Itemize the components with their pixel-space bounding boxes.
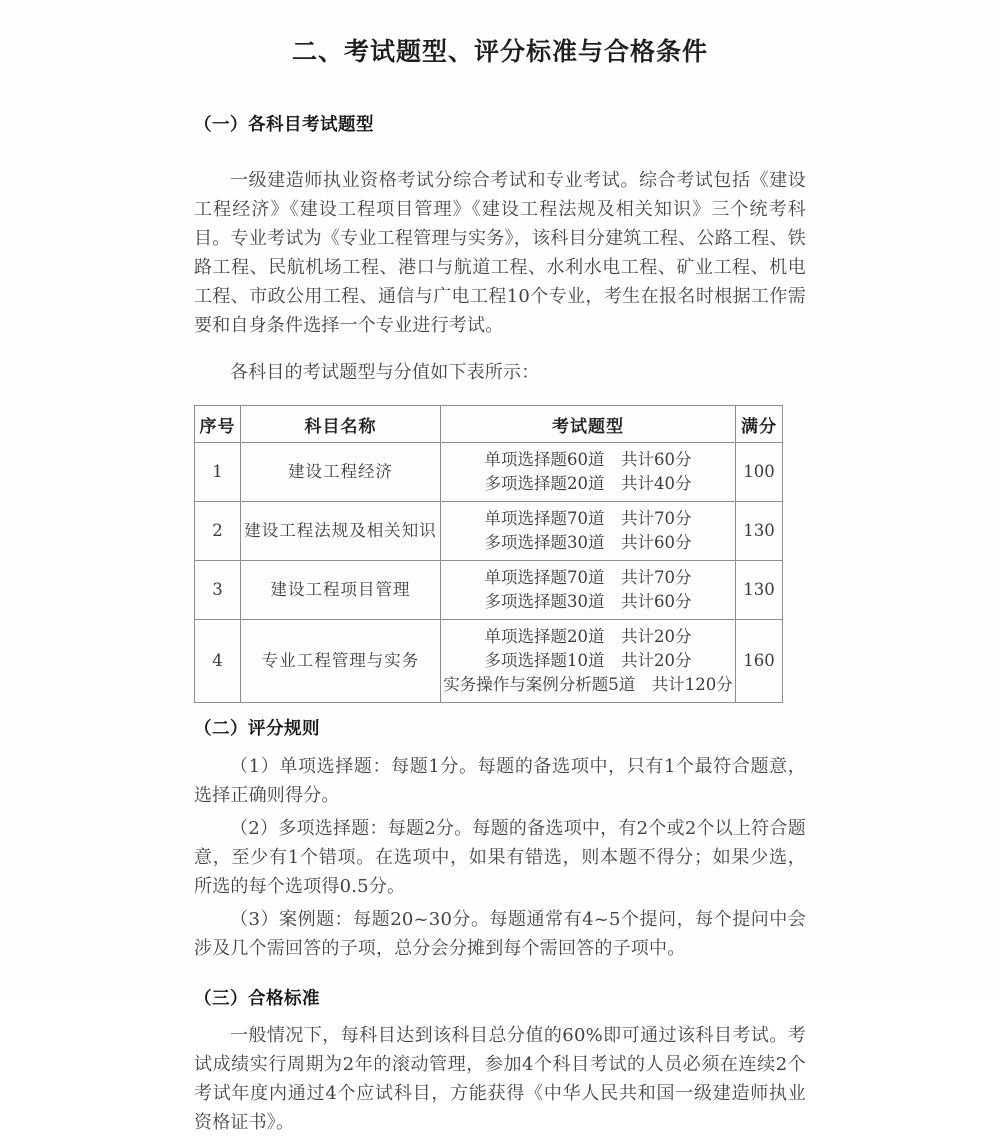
section-one-paragraph-2: 各科目的考试题型与分值如下表所示： [230,362,540,383]
scoring-rule-item-3: （3）案例题：每题20~30分。每题通常有4~5个提问，每个提问中会涉及几个需回答的子项，总分会分摊到每个需回答的子项中。 [194,908,806,959]
spacer [194,137,806,148]
table-header-no: 序号 [195,406,241,443]
table-cell-subject: 建设工程法规及相关知识 [241,502,441,561]
scoring-rule-item-1: （1）单项选择题：每题1分。每题的备选项中，只有1个最符合题意，选择正确则得分。 [194,755,806,806]
question-type-line: 多项选择题30道 共计60分 [484,533,692,552]
table-cell-question-types [441,620,736,703]
question-type-line: 单项选择题20道 共计20分 [484,627,692,646]
table-header-question-types: 考试题型 [441,406,736,443]
table-cell-no: 2 [195,502,241,561]
table-row [195,561,783,620]
question-type-line: 单项选择题60道 共计60分 [484,450,692,469]
table-cell-no: 1 [195,443,241,502]
spacer [194,1011,806,1021]
document-body [194,0,806,1137]
table-row [195,620,783,703]
table-header [195,406,783,443]
table-cell-subject: 专业工程管理与实务 [241,620,441,703]
table-row [195,502,783,561]
question-type-line: 多项选择题30道 共计60分 [484,592,692,611]
section-one-paragraph-1: 一级建造师执业资格考试分综合考试和专业考试。综合考试包括《建设工程经济》《建设工程项目管理》《建设工程法规及相关知识》三个统考科目。专业考试为《专业工程管理与实务》，该科目分建筑工程、公路工程、铁路工程、民航机场工程、港口与航道工程、水利水电工程、矿业工程、机电工程、市政公用工程、通信与广电工程10个专业，考生在报名时根据工作需要和自身条件选择一个专业进行考试。 [194,170,806,336]
table-cell-no: 4 [195,620,241,703]
table-cell-question-types [441,502,736,561]
section-heading-one: （一）各科目考试题型 [194,114,374,135]
spacer [194,69,806,113]
spacer [194,387,806,405]
table-cell-no: 3 [195,561,241,620]
page-title: 二、考试题型、评分标准与合格条件 [291,37,708,66]
table-body [195,443,783,703]
table-header-full-score: 满分 [736,406,783,443]
exam-structure-table [194,405,783,703]
table-cell-full-score: 160 [736,620,783,703]
question-type-line: 实务操作与案例分析题5道 共计120分 [443,675,733,694]
pass-standard-paragraph: 一般情况下，每科目达到该科目总分值的60%即可通过该科目考试。考试成绩实行周期为2年的滚动管理，参加4个科目考试的人员必须在连续2个考试年度内通过4个应试科目，方能获得《中华人民共和国一级建造师执业资格证书》。 [194,1025,806,1133]
table-header-subject: 科目名称 [241,406,441,443]
question-type-line: 单项选择题70道 共计70分 [484,568,692,587]
table-cell-question-types [441,443,736,502]
section-heading-three: （三）合格标准 [194,988,320,1009]
section-heading-two: （二）评分规则 [194,719,320,739]
spacer [194,703,806,717]
table-cell-question-types [441,561,736,620]
table-header-row [195,406,783,443]
table-cell-full-score: 130 [736,502,783,561]
question-type-line: 多项选择题20道 共计40分 [484,474,692,493]
spacer [194,963,806,987]
table-row [195,443,783,502]
table-cell-subject: 建设工程项目管理 [241,561,441,620]
table-cell-full-score: 100 [736,443,783,502]
table-cell-full-score: 130 [736,561,783,620]
spacer [194,742,806,752]
question-type-line: 多项选择题10道 共计20分 [484,651,692,670]
question-type-line: 单项选择题70道 共计70分 [484,509,692,528]
table-cell-subject: 建设工程经济 [241,443,441,502]
scoring-rule-item-2: （2）多项选择题：每题2分。每题的备选项中，有2个或2个以上符合题意，至少有1个错项。在选项中，如果有错选，则本题不得分；如果少选，所选的每个选项得0.5分。 [194,817,806,897]
